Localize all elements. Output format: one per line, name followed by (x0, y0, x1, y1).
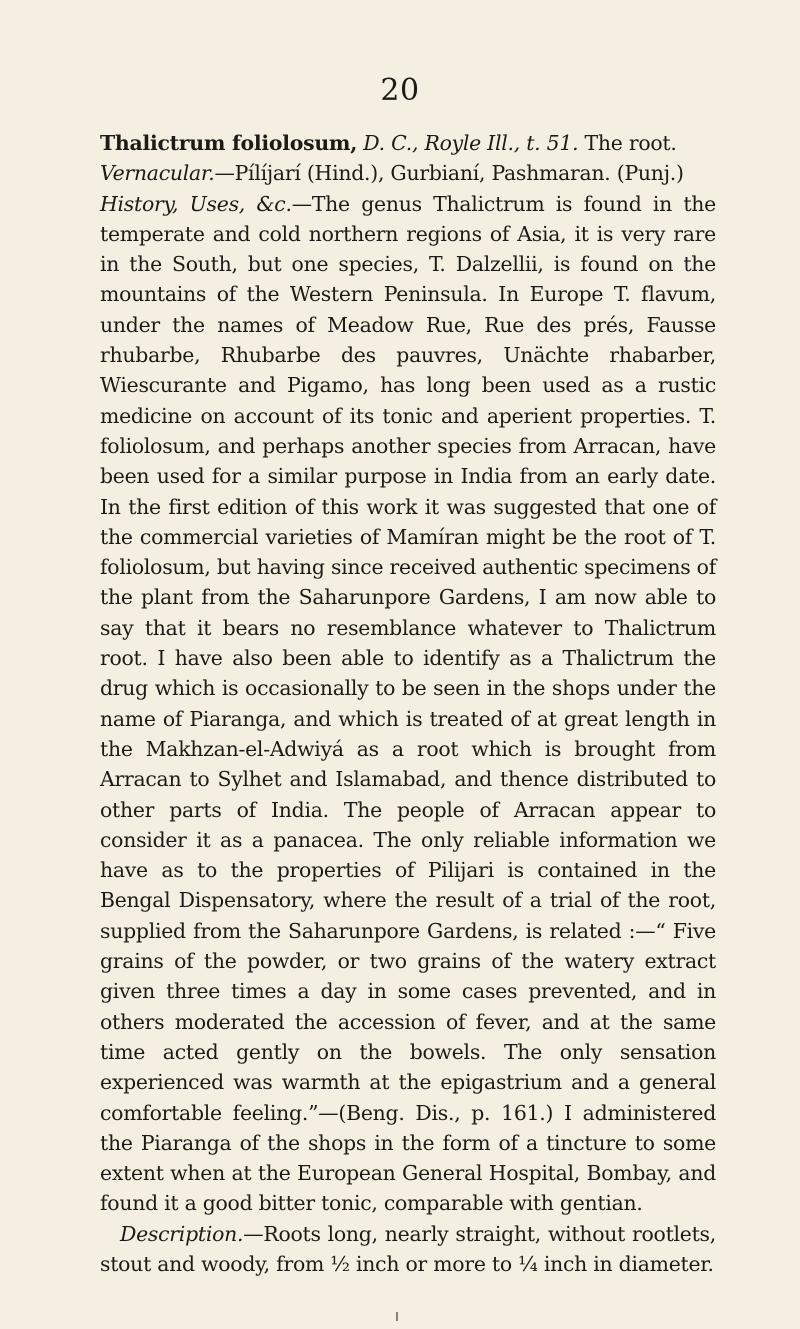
history-paragraph (100, 189, 716, 1219)
entry-body (100, 128, 716, 1279)
description-text: —Roots long, nearly straight, without rootlets, stout and woody, from ½ inch or more to ¼ inch in diameter. (100, 1221, 716, 1276)
species-authority: D. C., Royle Ill., t. 51. (357, 131, 579, 155)
entry-heading-paragraph (100, 128, 716, 158)
history-label: History, Uses, &c. (100, 191, 292, 216)
vernacular-paragraph (100, 158, 716, 188)
description-label: Description. (120, 1221, 244, 1246)
heading-tail: The root. (578, 131, 677, 155)
vernacular-label: Vernacular. (100, 161, 215, 186)
vernacular-text: —Pílíjarí (Hind.), Gurbianí, Pashmaran. (Punj.) (214, 161, 684, 186)
page-number: 20 (380, 73, 420, 108)
species-name: Thalictrum foliolosum, (100, 131, 358, 155)
stray-print-mark (396, 1312, 401, 1321)
history-text: —The genus Thalictrum is found in the temperate and cold northern regions of Asia, it is very rare in the South, but one species, T. Dalzellii, is found on the mountains of the Western Peninsula. In Europe T. flavum, under the names of Meadow Rue, Rue des prés, Fausse rhubarbe, Rhubarbe des pauvres, Unächte rhabarber, Wiescurante and Pigamo, has long been used as a rustic medicine on account of its tonic and aperient properties. T. foliolosum, and perhaps another species from Arracan, have been used for a similar purpose in India from an early date. In the first edition of this work it was suggested that one of the commercial varieties of Mamíran might be the root of T. foliolosum, but having since received authentic specimens of the plant from the Saharunpore Gardens, I am now able to say that it bears no resemblance whatever to Thalictrum root. I have also been able to identify as a Thalictrum the drug which is occasionally to be seen in the shops under the name of Piaranga, and which is treated of at great length in the Makhzan-el-Adwiyá as a root which is brought from Arracan to Sylhet and Islamabad, and thence distributed to other parts of India. The people of Arracan appear to consider it as a panacea. The only reliable information we have as to the properties of Pilijari is contained in the Bengal Dispensatory, where the result of a trial of the root, supplied from the Saharunpore Gardens, is related :—“ Five grains of the powder, or two grains of the watery extract given three times a day in some cases prevented, and in others moderated the accession of fever, and at the same time acted gently on the bowels. The only sensation experienced was warmth at the epigastrium and a general comfortable feeling.”—(Beng. Dis., p. 161.) I administered the Piaranga of the shops in the form of a tincture to some extent when at the European General Hospital, Bombay, and found it a good bitter tonic, comparable with gentian. (100, 191, 716, 1216)
description-paragraph (100, 1219, 716, 1280)
